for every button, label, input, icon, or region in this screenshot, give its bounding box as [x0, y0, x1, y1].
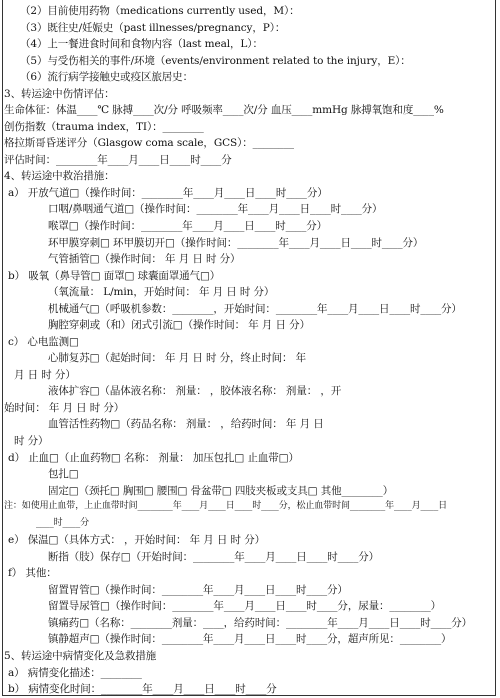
airway-open-line: a） 开放气道□（操作时间：________年____月____日____时____分） [8, 186, 328, 199]
amputation-line: 断指（肢）保存□（开始时间：________年____月____日____时____分） [48, 550, 380, 563]
oropharyngeal-line: 口咽/鼻咽通气道□（操作时间：________年____月____日____时____分） [48, 203, 383, 216]
hemostasis-line: d） 止血□（止血药物□ 名称： 剂量： 加压包扎□ 止血带□） [8, 451, 299, 464]
oxygen-flow-line: （氧流量： L/min，开始时间： 年 月 日 时 分） [48, 286, 275, 299]
tourniquet-note: 注：如使用止血带，上止血带时间________年____月____日____时____分，松止血带时间________年____月____日 [4, 501, 448, 512]
oxygen-line: b） 吸氧（鼻导管□ 面罩□ 球囊面罩通气□） [8, 269, 221, 282]
tourniquet-note-cont: ____时____分 [36, 517, 90, 528]
other-heading: f） 其他： [8, 567, 57, 580]
vital-signs-line: 生命体征：体温____℃ 脉搏____次/分 呼吸频率____次/分 血压____mmHg 脉搏氧饱和度____% [4, 104, 444, 117]
section-4-heading: 4、转运途中救治措施： [4, 170, 115, 183]
fluid-line: 液体扩容□（晶体液名称： 剂量： ，胶体液名称： 剂量： ，开 [48, 385, 342, 398]
cricothyroid-line: 环甲膜穿刺□ 环甲膜切开□（操作时间：________年____月____日____时____分） [48, 236, 424, 249]
vasoactive-line: 血管活性药物□（药品名称： 剂量： ，给药时间： 年 月 日 [48, 418, 324, 431]
section-3-heading: 3、转运途中伤情评估： [4, 87, 115, 100]
fluid-line-cont: 始时间： 年 月 日 时 分） [4, 401, 125, 414]
fixation-line: 固定□（颈托□ 胸围□ 腰围□ 骨盆带□ 四肢夹板或支具□ 其他________） [48, 484, 394, 497]
condition-time-line: b） 病情变化时间：________年____月____日____时____分 [8, 683, 277, 695]
ecg-line: c） 心电监测□ [8, 335, 79, 348]
laryngeal-mask-line: 喉罩□（操作时间：________年____月____日____时____分） [48, 220, 328, 232]
cpr-line-cont: 月 日 时 分） [14, 368, 76, 381]
ventilation-line: 机械通气□（呼吸机参数：________，开始时间：________年____月____日____时____分） [48, 302, 462, 315]
assessment-time-line: 评估时间：________年____月____日____时____分 [4, 153, 232, 166]
item-medications: （2）目前使用药物（medications currently used，M）： [20, 5, 300, 17]
item-last-meal: （4）上一餐进食时间和食物内容（last meal，L）： [20, 38, 263, 51]
cpr-line: 心肺复苏□（起始时间： 年 月 日 时 分，终止时间： 年 [48, 352, 307, 365]
bandage-line: 包扎□ [48, 468, 79, 480]
catheter-line: 留置导尿管□（操作时间：________年____月____日____时____分，尿量：________） [48, 600, 442, 613]
section-5-heading: 5、转运途中病情变化及急救措施 [4, 649, 157, 662]
item-events: （5）与受伤相关的事件/环境（events/environment related to the injury，E）： [20, 54, 411, 67]
analgesic-line: 镇痛药□（名称：________剂量：____，给药时间：________年____月____日____时____分） [48, 616, 473, 629]
warming-line: e） 保温□（具体方式： ，开始时间： 年 月 日 时 分） [8, 534, 265, 547]
trauma-index-line: 创伤指数（trauma index，TI）：________ [4, 120, 204, 133]
vasoactive-line-cont: 时 分） [14, 435, 49, 447]
item-past-illnesses: （3）既往史/妊娠史（past illnesses/pregnancy，P）： [20, 21, 286, 34]
gcs-line: 格拉斯哥昏迷评分（Glasgow coma scale，GCS）：________ [4, 137, 294, 150]
condition-change-line: a） 病情变化描述：________ [8, 666, 142, 679]
intubation-line: 气管插管□（操作时间： 年 月 日 时 分） [48, 253, 241, 265]
ultrasound-line: 镇静超声□（操作时间：________年____月____日____时____分，超声所见：________） [48, 633, 452, 646]
thoracentesis-line: 胸腔穿刺或（和）闭式引流□（操作时间： 年 月 日 分） [48, 319, 310, 332]
gastric-tube-line: 留置胃管□（操作时间：________年____月____日____时____分） [48, 583, 348, 596]
item-epidemiology: （6）流行病学接触史或疫区旅居史： [20, 71, 193, 84]
